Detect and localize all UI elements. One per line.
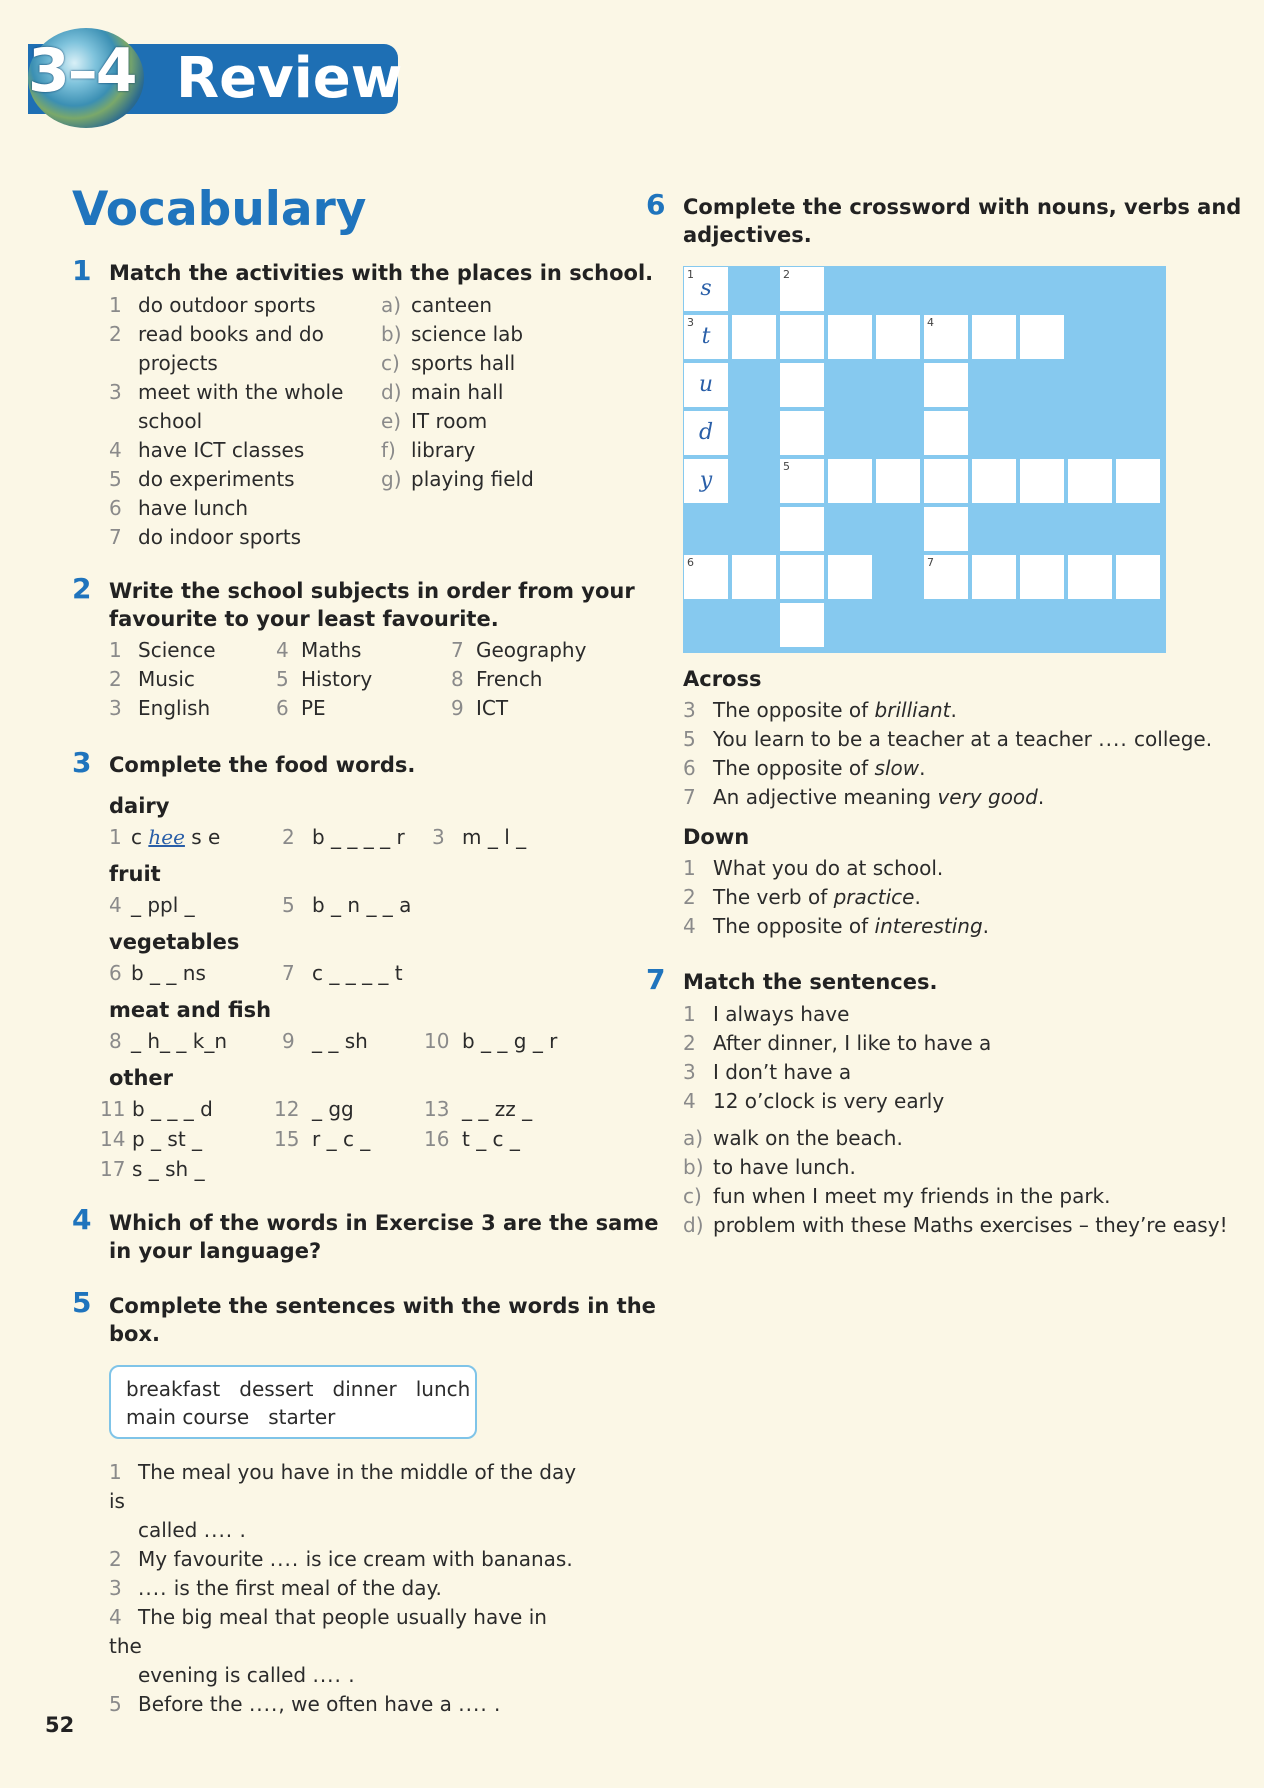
- crossword-cell[interactable]: [827, 554, 873, 600]
- down-clues: 1 What you do at school. 2 The verb of practice. 4 The opposite of interesting.: [683, 856, 990, 938]
- across-clues: 3 The opposite of brilliant. 5 You learn to be a teacher at a teacher .... college. 6 The opposite of slow. 7 An adjective meaning very good.: [683, 698, 1213, 809]
- food-group-dairy: dairy: [109, 794, 170, 818]
- exercise-1-activities: 1 do outdoor sports 2 read books and do projects 3 meet with the whole school 4 have ICT classes 5 do experiments 6 have lunch 7 do indoor sports: [109, 293, 344, 549]
- crossword-cell[interactable]: [1067, 554, 1113, 600]
- crossword-cell[interactable]: y: [683, 458, 729, 504]
- food-group-meat-and-fish: meat and fish: [109, 998, 272, 1022]
- food-word-14: 14 p _ st _: [100, 1127, 203, 1151]
- exercise-2-subjects-col3: 7 Geography 8 French 9 ICT: [451, 638, 587, 720]
- exercise-3-instruction: Complete the food words.: [109, 753, 416, 777]
- exercise-2-subjects-col2: 4 Maths 5 History 6 PE: [276, 638, 373, 720]
- exercise-7-instruction: Match the sentences.: [683, 970, 938, 994]
- unit-number: 3–4: [28, 36, 136, 106]
- crossword-cell[interactable]: [827, 458, 873, 504]
- food-word-1: 1 c hee s e: [109, 825, 221, 849]
- crossword-grid: [683, 266, 1166, 653]
- crossword-cell[interactable]: [1067, 458, 1113, 504]
- down-heading: Down: [683, 825, 750, 849]
- exercise-2-instruction: Write the school subjects in order from your favourite to your least favourite.: [109, 579, 635, 631]
- crossword-cell[interactable]: [779, 506, 825, 552]
- exercise-5-sentences: 1 The meal you have in the middle of the day is called .... . 2 My favourite .... is ice cream with bananas. 3 .... is the first meal of the day. 4 The big meal that people usually have in the evening is called .... . 5 Before the ...., we often have a .... .: [109, 1460, 577, 1716]
- food-group-other: other: [109, 1066, 174, 1090]
- page-number: 52: [45, 1713, 75, 1737]
- exercise-3-number: 3: [72, 746, 92, 779]
- crossword-cell[interactable]: 6: [683, 554, 729, 600]
- exercise-4-number: 4: [72, 1203, 92, 1236]
- across-heading: Across: [683, 667, 762, 691]
- exercise-7-ends: a) walk on the beach. b) to have lunch. c) fun when I meet my friends in the park. d) problem with these Maths exercises – they’re easy!: [683, 1126, 1228, 1237]
- food-word-5: 5 b _ n _ _ a: [282, 893, 412, 917]
- crossword-cell[interactable]: [1019, 554, 1065, 600]
- food-word-2: 2 b _ _ _ _ r: [282, 825, 405, 849]
- word-box-line-1: breakfast dessert dinner lunch: [126, 1377, 471, 1401]
- exercise-1-number: 1: [72, 254, 92, 287]
- food-group-fruit: fruit: [109, 862, 161, 886]
- crossword-cell[interactable]: [971, 458, 1017, 504]
- crossword-cell[interactable]: [779, 554, 825, 600]
- crossword-cell[interactable]: [779, 410, 825, 456]
- crossword-cell[interactable]: d: [683, 410, 729, 456]
- page-title: Review: [176, 46, 403, 111]
- exercise-7-number: 7: [646, 963, 666, 996]
- food-word-11: 11 b _ _ _ d: [100, 1097, 213, 1121]
- crossword-cell[interactable]: [971, 314, 1017, 360]
- food-word-15: 15 r _ c _: [274, 1127, 371, 1151]
- crossword-cell[interactable]: [1115, 554, 1161, 600]
- food-word-17: 17 s _ sh _: [100, 1157, 205, 1181]
- crossword-cell[interactable]: [923, 506, 969, 552]
- crossword-cell[interactable]: [779, 602, 825, 648]
- food-word-10: 10 b _ _ g _ r: [424, 1029, 558, 1053]
- food-word-13: 13 _ _ zz _: [424, 1097, 533, 1121]
- crossword-cell[interactable]: [1115, 458, 1161, 504]
- crossword-cell[interactable]: [731, 554, 777, 600]
- crossword-cell[interactable]: u: [683, 362, 729, 408]
- crossword-cell[interactable]: [1019, 458, 1065, 504]
- crossword-cell[interactable]: 4: [923, 314, 969, 360]
- exercise-1-places: a) canteen b) science lab c) sports hall d) main hall e) IT room f) library g) playing field: [381, 293, 534, 491]
- food-word-6: 6 b _ _ ns: [109, 961, 206, 985]
- crossword-cell[interactable]: [923, 410, 969, 456]
- word-box: [109, 1365, 477, 1439]
- exercise-1-instruction: Match the activities with the places in school.: [109, 261, 654, 285]
- food-word-8: 8 _ h_ _ k_n: [109, 1029, 228, 1053]
- crossword-cell[interactable]: [971, 554, 1017, 600]
- exercise-6-instruction: Complete the crossword with nouns, verbs and adjectives.: [683, 195, 1242, 247]
- crossword-cell[interactable]: [1019, 314, 1065, 360]
- food-word-16: 16 t _ c _: [424, 1127, 520, 1151]
- crossword-cell[interactable]: 7: [923, 554, 969, 600]
- crossword-cell[interactable]: [923, 458, 969, 504]
- food-word-4: 4 _ ppl _: [109, 893, 195, 917]
- exercise-2-number: 2: [72, 572, 92, 605]
- food-word-9: 9 _ _ sh: [282, 1029, 368, 1053]
- crossword-cell[interactable]: 1 s: [683, 266, 729, 312]
- exercise-4-instruction: Which of the words in Exercise 3 are the same in your language?: [109, 1211, 659, 1263]
- crossword-cell[interactable]: [875, 314, 921, 360]
- crossword-cell[interactable]: [875, 458, 921, 504]
- exercise-6-number: 6: [646, 188, 666, 221]
- food-word-12: 12 _ gg: [274, 1097, 354, 1121]
- crossword-cell[interactable]: 5: [779, 458, 825, 504]
- exercise-5-number: 5: [72, 1286, 92, 1319]
- word-box-line-2: main course starter: [126, 1405, 336, 1429]
- food-group-vegetables: vegetables: [109, 930, 240, 954]
- exercise-2-subjects-col1: 1 Science 2 Music 3 English: [109, 638, 216, 720]
- crossword-cell[interactable]: [779, 314, 825, 360]
- crossword-cell[interactable]: [827, 314, 873, 360]
- crossword-cell[interactable]: [923, 362, 969, 408]
- exercise-5-instruction: Complete the sentences with the words in the box.: [109, 1294, 656, 1346]
- crossword-cell[interactable]: [779, 362, 825, 408]
- food-word-3: 3 m _ l _: [432, 825, 527, 849]
- crossword-cell[interactable]: 3 t: [683, 314, 729, 360]
- exercise-7-starts: 1 I always have 2 After dinner, I like to have a 3 I don’t have a 4 12 o’clock is very early: [683, 1002, 992, 1113]
- crossword-cell[interactable]: 2: [779, 266, 825, 312]
- crossword-cell[interactable]: [731, 314, 777, 360]
- food-word-7: 7 c _ _ _ _ t: [282, 961, 403, 985]
- section-title: Vocabulary: [72, 182, 367, 237]
